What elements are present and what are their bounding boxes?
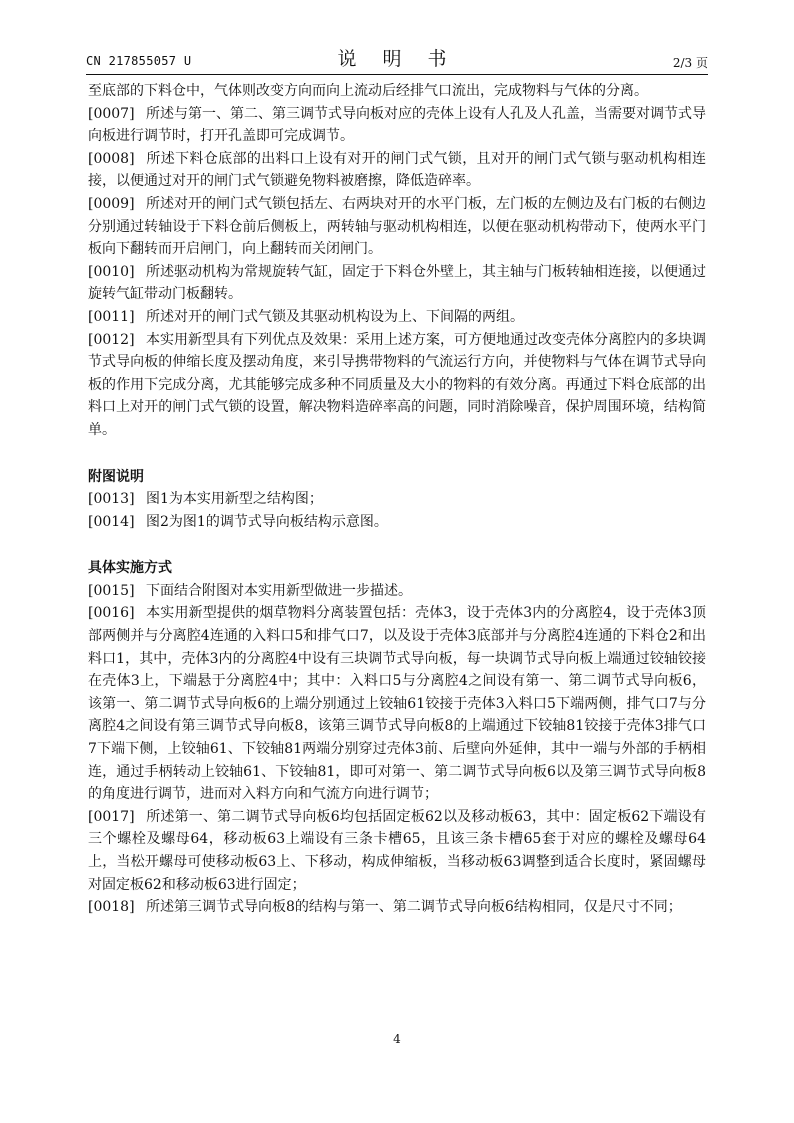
paragraph-number: [0015] xyxy=(88,582,135,599)
paragraph-0007: [0007] 所述与第一、第二、第三调节式导向板对应的壳体上设有人孔及人孔盖，当需要对调节式导向板进行调节时，打开孔盖即可完成调节。 xyxy=(88,103,706,148)
page-header xyxy=(86,44,708,72)
paragraph-number: [0008] xyxy=(88,150,135,167)
section-heading-embodiment: 具体实施方式 xyxy=(88,560,172,577)
paragraph-number: [0007] xyxy=(88,105,135,122)
paragraph-number: [0016] xyxy=(88,605,135,622)
paragraph-0010: [0010] 所述驱动机构为常规旋转气缸，固定于下料仓外壁上，其主轴与门板转轴相连接，以便通过旋转气缸带动门板翻转。 xyxy=(88,261,706,306)
paragraph-0016: [0016] 本实用新型提供的烟草物料分离装置包括：壳体3，设于壳体3内的分离腔4，设于壳体3顶部两侧并与分离腔4连通的入料口5和排气口7，以及设于壳体3底部并与分离腔4连通的下料仓2和出料口1，其中，壳体3内的分离腔4中设有三块调节式导向板，每一块调节式导向板上端通过铰轴铰接在壳体3上，下端悬于分离腔4中；其中：入料口5与分离腔4之间设有第一、第二调节式导向板6，该第一、第二调节式导向板6的上端分别通过上铰轴61铰接于壳体3入料口5下端两侧，排气口7与分离腔4之间设有第三调节式导向板8，该第三调节式导向板8的上端通过下铰轴81铰接于壳体3排气口7下端下侧，上铰轴61、下铰轴81两端分别穿过壳体3前、后壁向外延伸，其中一端与外部的手柄相连，通过手柄转动上铰轴61、下铰轴81，即可对第一、第二调节式导向板6以及第三调节式导向板8的角度进行调节，进而对入料方向和气流方向进行调节； xyxy=(88,602,706,805)
section-heading-figures: 附图说明 xyxy=(88,468,144,485)
page-number: 4 xyxy=(393,1032,401,1046)
paragraph-number: [0018] xyxy=(88,899,135,916)
document-title: 说 明 书 xyxy=(337,48,457,70)
paragraph-number: [0012] xyxy=(88,331,135,348)
paragraph-0014: [0014] 图2为图1的调节式导向板结构示意图。 xyxy=(88,511,706,534)
paragraph-0009: [0009] 所述对开的闸门式气锁包括左、右两块对开的水平门板，左门板的左侧边及右门板的右侧边分别通过转轴设于下料仓前后侧板上，两转轴与驱动机构相连，以便在驱动机构带动下，使两水平门板向下翻转而开启闸门，向上翻转而关闭闸门。 xyxy=(88,193,706,261)
paragraph-number: [0009] xyxy=(88,195,135,212)
header-divider xyxy=(86,74,708,75)
paragraph-continuation: 至底部的下料仓中，气体则改变方向而向上流动后经排气口流出，完成物料与气体的分离。 xyxy=(88,83,648,99)
paragraph-number: [0010] xyxy=(88,263,135,280)
patent-number: CN 217855057 U xyxy=(86,54,192,68)
page-indicator: 2/3 页 xyxy=(672,56,708,70)
paragraph-number: [0014] xyxy=(88,513,135,530)
document-body xyxy=(88,80,706,919)
paragraph-number: [0017] xyxy=(88,808,135,825)
paragraph-0011: [0011] 所述对开的闸门式气锁及其驱动机构设为上、下间隔的两组。 xyxy=(88,306,706,329)
paragraph-0015: [0015] 下面结合附图对本实用新型做进一步描述。 xyxy=(88,580,706,603)
paragraph-number: [0011] xyxy=(88,308,135,325)
paragraph-0008: [0008] 所述下料仓底部的出料口上设有对开的闸门式气锁，且对开的闸门式气锁与驱动机构相连接，以便通过对开的闸门式气锁避免物料被磨擦，降低造碎率。 xyxy=(88,148,706,193)
paragraph-0017: [0017] 所述第一、第二调节式导向板6均包括固定板62以及移动板63，其中：固定板62下端设有三个螺栓及螺母64，移动板63上端设有三条卡槽65，且该三条卡槽65套于对应的螺栓及螺母64上，当松开螺母可使移动板63上、下移动，构成伸缩板，当移动板63调整到适合长度时，紧固螺母对固定板62和移动板63进行固定； xyxy=(88,806,706,896)
paragraph-number: [0013] xyxy=(88,491,135,508)
paragraph-0012: [0012] 本实用新型具有下列优点及效果：采用上述方案，可方便地通过改变壳体分离腔内的多块调节式导向板的伸缩长度及摆动角度，来引导携带物料的气流运行方向，并使物料与气体在调节式导向板的作用下完成分离，尤其能够完成多种不同质量及大小的物料的有效分离。再通过下料仓底部的出料口上对开的闸门式气锁的设置，解决物料造碎率高的问题，同时消除噪音，保护周围环境，结构简单。 xyxy=(88,329,706,442)
paragraph-0018: [0018] 所述第三调节式导向板8的结构与第一、第二调节式导向板6结构相同，仅是尺寸不同； xyxy=(88,896,706,919)
paragraph-0013: [0013] 图1为本实用新型之结构图； xyxy=(88,488,706,511)
